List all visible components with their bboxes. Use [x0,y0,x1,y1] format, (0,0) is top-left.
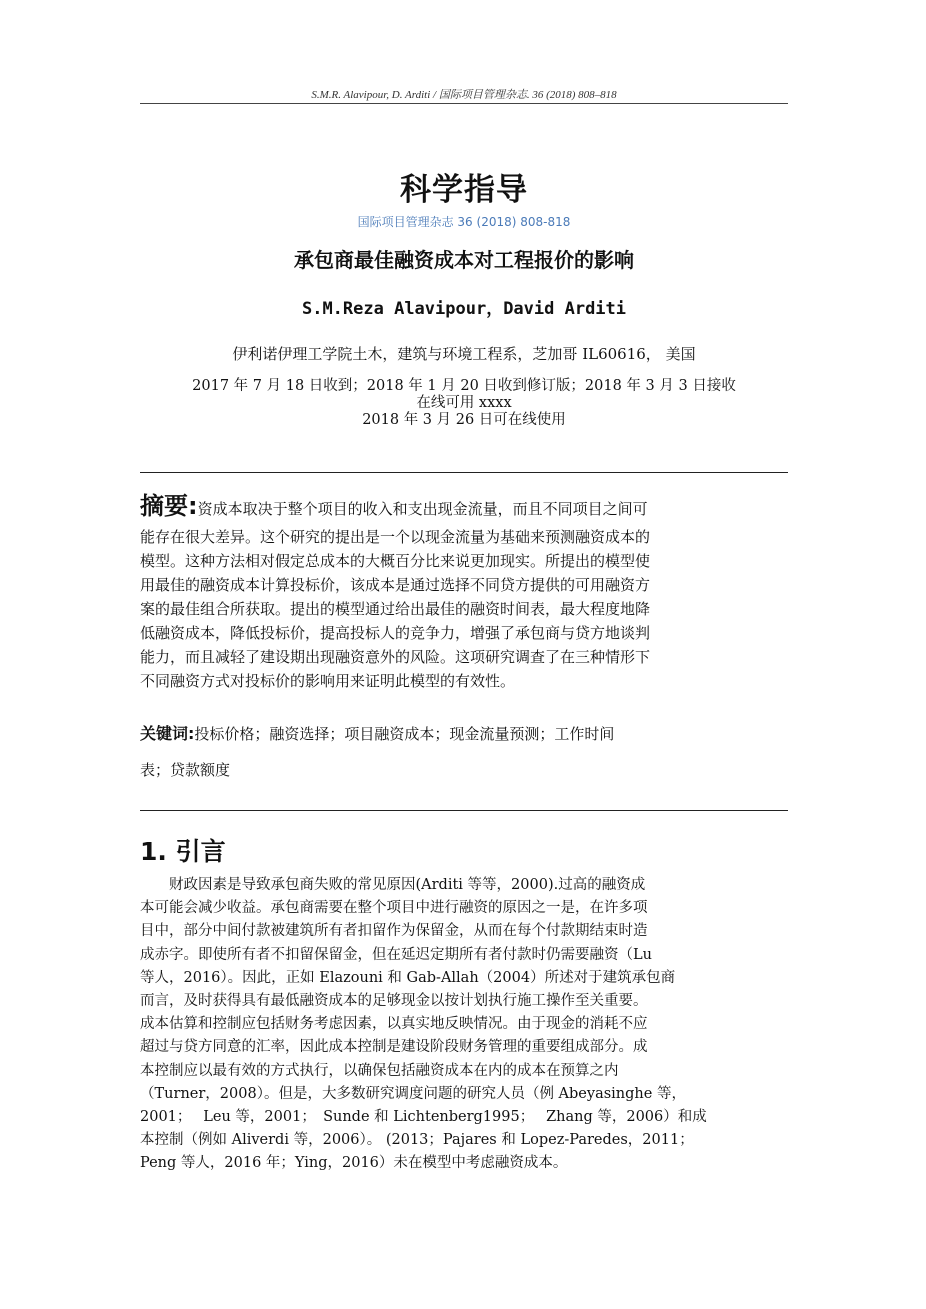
date-received: 2017 年 7 月 18 日收到；2018 年 1 月 20 日收到修订版；2018 年 3 月 3 日接收 [192,378,736,394]
keywords-line: 表；贷款额度 [140,761,231,779]
affiliation: 伊利诺伊理工学院土木，建筑与环境工程系，芝加哥 IL60616， 美国 [232,345,696,363]
abstract-text-line: 模型。这种方法相对假定总成本的大概百分比来说更加现实。所提出的模型使 [140,552,651,570]
body-line: 本可能会减少收益。承包商需要在整个项目中进行融资的原因之一是，在许多项 [140,900,648,917]
keywords-label: 关键词: [140,724,195,743]
body-line: 本控制（例如 Aliverdi 等，2006）。 (2013；Pajares 和 Lopez-Paredes，2011； [140,1132,694,1149]
abstract-text-line: 用最佳的融资成本计算投标价，该成本是通过选择不同贷方提供的可用融资方 [140,576,651,594]
keywords [140,716,788,788]
abstract [140,494,788,693]
abstract-label: 摘要: [140,492,198,520]
journal-name: 科学指导 [400,172,528,208]
article-dates [140,378,788,429]
abstract-text-line: 低融资成本，降低投标价，提高投标人的竞争力，增强了承包商与贷方地谈判 [140,624,651,642]
section-body [140,874,788,1176]
date-online-available: 在线可用 xxxx [416,395,512,411]
body-line: 等人，2016）。因此，正如 Elazouni 和 Gab-Allah（2004）所述对于建筑承包商 [140,969,676,986]
body-line: 2001； Leu 等，2001； Sunde 和 Lichtenberg1995； Zhang 等，2006）和成 [140,1109,707,1126]
abstract-text-line: 能力，而且减轻了建设期出现融资意外的风险。这项研究调查了在三种情形下 [140,648,651,666]
keywords-text: 投标价格；融资选择；项目融资成本；现金流量预测；工作时间 [194,725,615,743]
abstract-text-line: 不同融资方式对投标价的影响用来证明此模型的有效性。 [140,672,516,690]
abstract-top-divider [140,472,788,473]
abstract-text-line: 资成本取决于整个项目的收入和支出现金流量，而且不同项目之间可 [197,500,648,518]
body-line: Peng 等人，2016 年；Ying，2016）未在模型中考虑融资成本。 [140,1155,568,1172]
keywords-line [140,716,788,752]
authors: S.M.Reza Alavipour，David Arditi [301,299,627,319]
abstract-bottom-divider [140,810,788,811]
body-line: 目中，部分中间付款被建筑所有者扣留作为保留金，从而在每个付款期结束时造 [140,923,648,940]
body-line: （Turner，2008）。但是，大多数研究调度问题的研究人员（例 Abeyasinghe 等， [140,1085,686,1102]
body-line: 超过与贷方同意的汇率，因此成本控制是建设阶段财务管理的重要组成部分。成 [140,1039,648,1056]
abstract-text-line: 案的最佳组合所获取。提出的模型通过给出最佳的融资时间表，最大程度地降 [140,600,651,618]
abstract-text-line: 能存在很大差异。这个研究的提出是一个以现金流量为基础来预测融资成本的 [140,528,651,546]
running-header: S.M.R. Alavipour, D. Arditi / 国际项目管理杂志. 36 (2018) 808–818 [311,89,617,101]
body-line: 成本估算和控制应包括财务考虑因素，以真实地反映情况。由于现金的消耗不应 [140,1016,648,1033]
body-line: 成赤字。即使所有者不扣留保留金，但在延迟定期所有者付款时仍需要融资（Lu [140,946,652,963]
article-title: 承包商最佳融资成本对工程报价的影响 [294,248,634,272]
abstract-first-line [140,494,788,521]
body-line: 财政因素是导致承包商失败的常见原因(Arditi 等等，2000).过高的融资成 [140,877,646,893]
section-heading: 1. 引言 [140,837,226,866]
header-divider [140,103,788,104]
body-line: 本控制应以最有效的方式执行，以确保包括融资成本在内的成本在预算之内 [140,1062,619,1079]
journal-info: 国际项目管理杂志 36 (2018) 808-818 [357,215,571,229]
date-online-use: 2018 年 3 月 26 日可在线使用 [362,412,566,428]
body-line: 而言，及时获得具有最低融资成本的足够现金以按计划执行施工操作至关重要。 [140,993,648,1010]
